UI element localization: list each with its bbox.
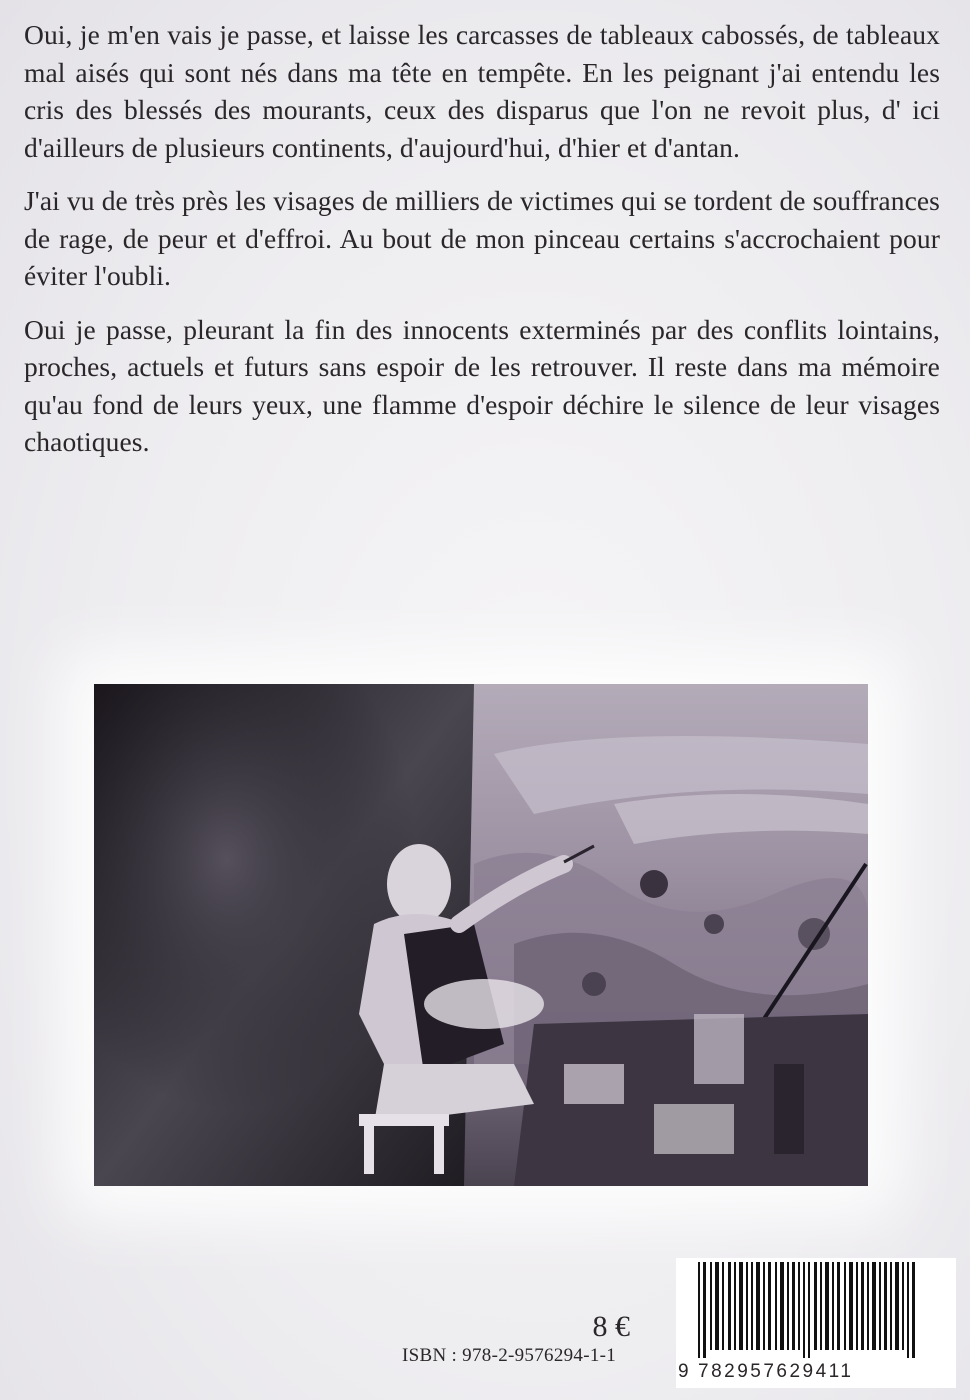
paragraph-2: J'ai vu de très près les visages de milliers de victimes qui se tordent de souffrances de rage, de peur et d'effroi. Au bout de mon pinceau certains s'accrochaient pour éviter l'oubli. [24,185,940,291]
barcode-number: 782957629411 [698,1361,854,1382]
barcode-first-digit: 9 [678,1361,689,1382]
barcode-digits [676,1358,940,1386]
paragraph-1: Oui, je m'en vais je passe, et laisse les carcasses de tableaux cabossés, de tableaux mal aisés qui sont nés dans ma tête en tempête. En les peignant j'ai entendu les cris des blessés des mourants, ceux des disparus que l'on ne revoit plus, d' ici d'ailleurs de plusieurs continents, d'aujourd'hui, d'hier et d'antan. [24,19,940,163]
back-cover-text [24,16,940,477]
price: 8 € [592,1310,630,1343]
artist-painting-photo [94,684,868,1186]
isbn-number: ISBN : 978-2-9576294-1-1 [402,1345,617,1366]
paragraph-3: Oui je passe, pleurant la fin des innocents exterminés par des conflits lointains, proches, actuels et futurs sans espoir de les retrouver. Il reste dans ma mémoire qu'au fond de leurs yeux, une flamme d'espoir déchire le silence de leur visages chaotiques. [24,313,940,457]
